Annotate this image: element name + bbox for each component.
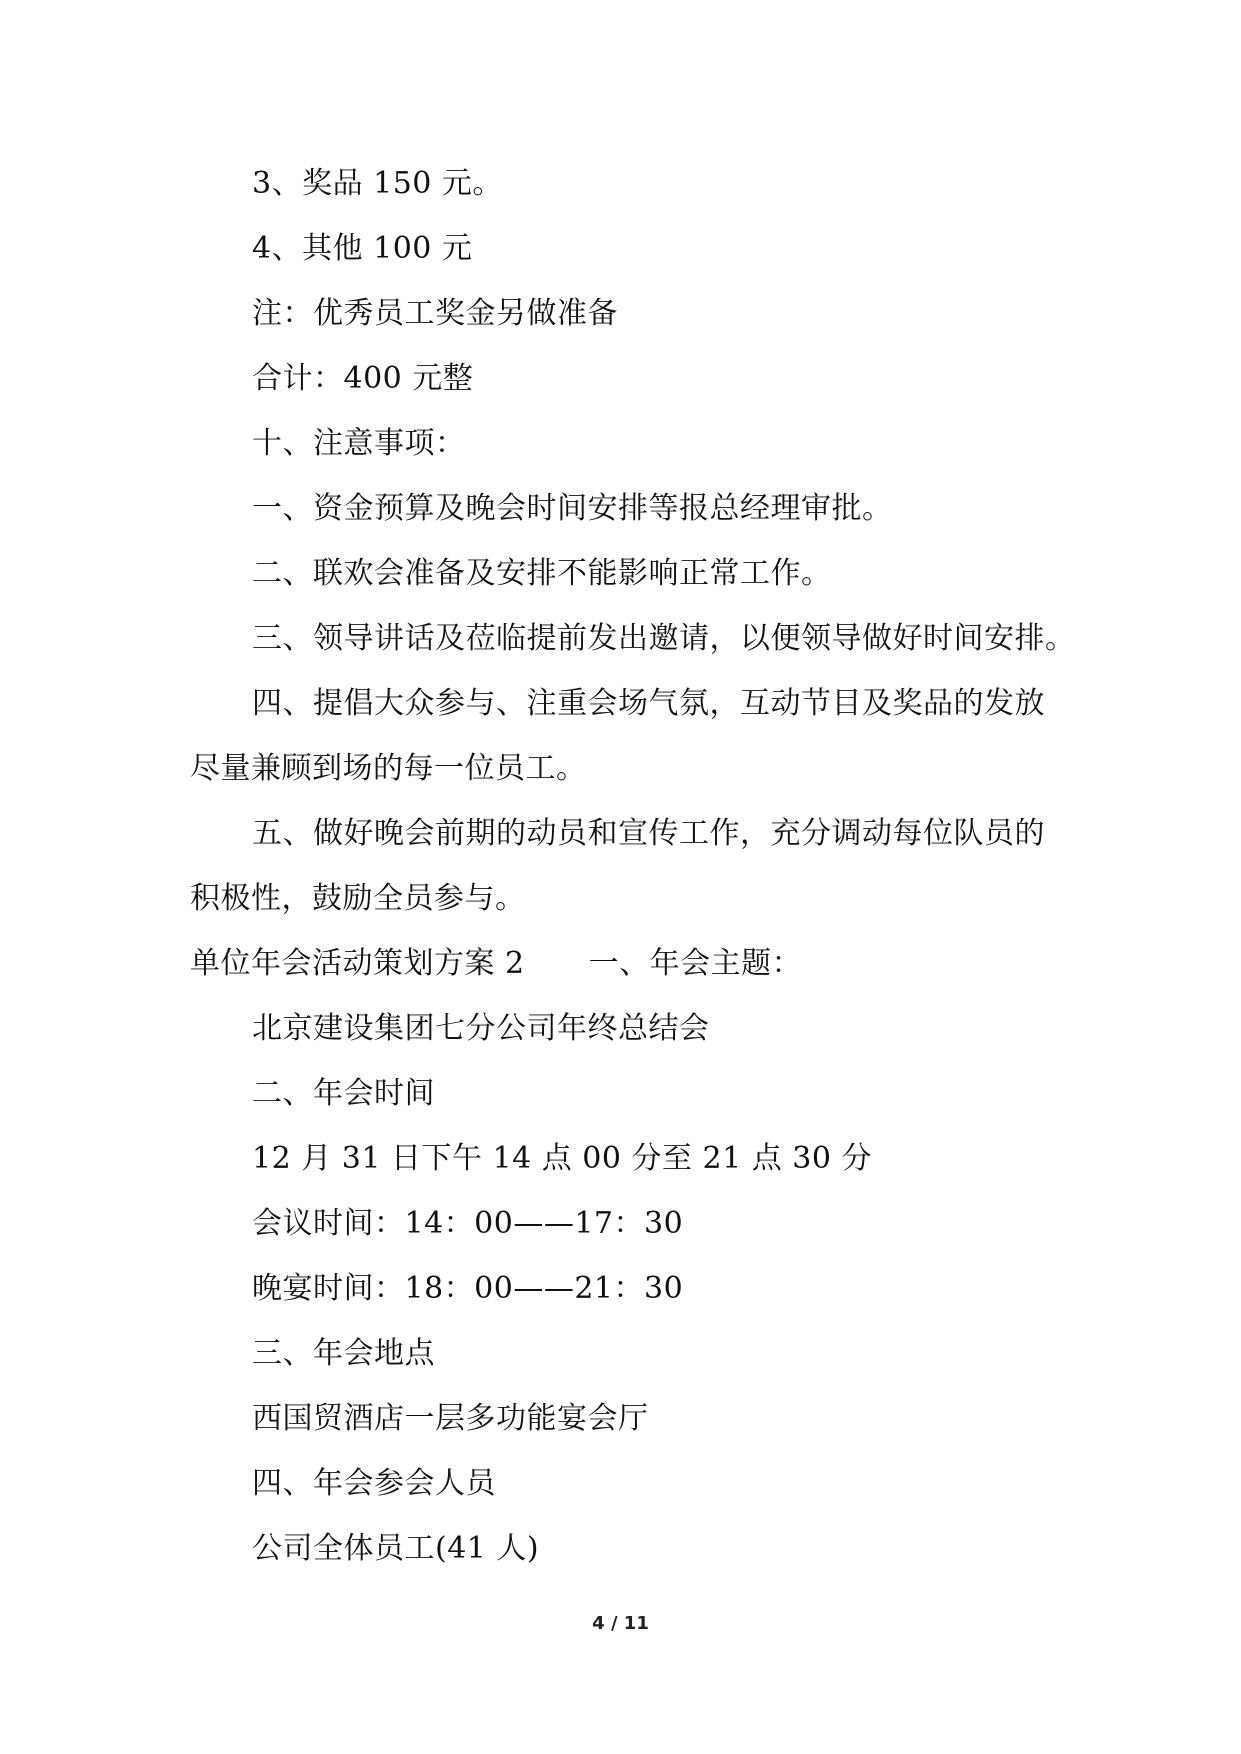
section-heading: 二、年会时间	[252, 1076, 435, 1111]
paragraph-line: 四、提倡大众参与、注重会场气氛，互动节目及奖品的发放	[252, 686, 1045, 721]
paragraph-line: 三、领导讲话及莅临提前发出邀请，以便领导做好时间安排。	[252, 621, 1076, 656]
section-subtitle: 一、年会主题：	[588, 946, 803, 981]
section-heading: 三、年会地点	[252, 1336, 435, 1371]
paragraph-line: 二、联欢会准备及安排不能影响正常工作。	[252, 556, 832, 591]
paragraph-line: 公司全体员工(41 人)	[252, 1531, 540, 1566]
section-heading: 十、注意事项：	[252, 426, 466, 461]
paragraph-line: 注：优秀员工奖金另做准备	[252, 296, 618, 331]
paragraph-line: 12 月 31 日下午 14 点 00 分至 21 点 30 分	[252, 1141, 872, 1176]
section-heading: 四、年会参会人员	[252, 1466, 496, 1501]
paragraph-line: 西国贸酒店一层多功能宴会厅	[252, 1401, 649, 1436]
section-title-row	[190, 944, 802, 984]
paragraph-line: 一、资金预算及晚会时间安排等报总经理审批。	[252, 491, 893, 526]
paragraph-line: 五、做好晚会前期的动员和宣传工作，充分调动每位队员的	[252, 816, 1045, 851]
paragraph-line: 合计：400 元整	[252, 361, 474, 396]
paragraph-line-continuation: 尽量兼顾到场的每一位员工。	[190, 751, 587, 786]
paragraph-line-continuation: 积极性，鼓励全员参与。	[190, 881, 526, 916]
section-title: 单位年会活动策划方案 2	[190, 946, 525, 981]
paragraph-line: 4、其他 100 元	[252, 231, 473, 266]
paragraph-line: 会议时间：14：00——17：30	[252, 1206, 684, 1241]
paragraph-line: 晚宴时间：18：00——21：30	[252, 1271, 684, 1306]
paragraph-line: 3、奖品 150 元。	[252, 166, 503, 201]
page-number: 4 / 11	[592, 1613, 649, 1634]
paragraph-line: 北京建设集团七分公司年终总结会	[252, 1011, 710, 1046]
